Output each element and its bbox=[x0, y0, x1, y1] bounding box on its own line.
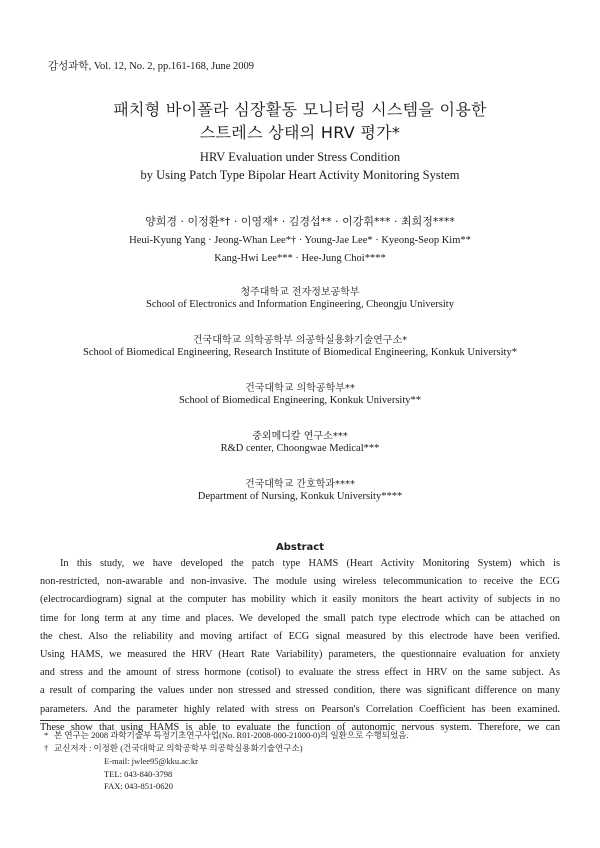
affiliation-korean: 중외메디칼 연구소*** bbox=[252, 431, 348, 442]
footnote-funding-text: 본 연구는 2008 과학기술부 특정기초연구사업(No. R01-2008-000-21000-0)의 일환으로 수행되었음. bbox=[54, 730, 409, 740]
footnote-mark: † bbox=[44, 743, 49, 753]
abstract-line: Using HAMS, we measured the HRV (Heart Rate Variability) parameters, the questionnaire evaluation for anxiety bbox=[40, 649, 560, 661]
abstract-line: time for long term at any time and places. We developed the small patch type electrode which can be attached on bbox=[40, 612, 560, 624]
affiliation-korean: 건국대학교 의학공학부** bbox=[245, 383, 355, 394]
authors-korean: 양희경 · 이정환*† · 이영재* · 김경섭** · 이강휘*** · 최희정**** bbox=[145, 215, 455, 228]
title-korean-line-2: 스트레스 상태의 HRV 평가* bbox=[199, 123, 401, 142]
affiliation-korean: 건국대학교 간호학과**** bbox=[244, 479, 356, 490]
footnote-mark: * bbox=[44, 730, 49, 740]
abstract-line: (electrocardiogram) signal at the computer has mobility which it easily monitors the heart activity of subjects in no bbox=[40, 594, 560, 606]
abstract-heading: Abstract bbox=[275, 542, 325, 553]
footnote-tel: TEL: 043-840-3798 bbox=[104, 769, 173, 779]
abstract-line: These show that using HAMS is able to evaluate the function of autonomic nervous system. Therefore, we can bbox=[40, 721, 560, 733]
footnote-divider bbox=[40, 720, 560, 721]
affiliation-english: School of Biomedical Engineering, Konkuk University** bbox=[178, 395, 422, 406]
footnote-email: E-mail: jwlee95@kku.ac.kr bbox=[104, 756, 198, 766]
journal-citation: 감성과학, Vol. 12, No. 2, pp.161-168, June 2009 bbox=[48, 61, 255, 72]
affiliation-korean: 건국대학교 의학공학부 의공학실용화기술연구소* bbox=[192, 335, 408, 346]
authors-english-line-2: Kang-Hwi Lee*** · Hee-Jung Choi**** bbox=[214, 253, 386, 264]
affiliation-english: R&D center, Choongwae Medical*** bbox=[220, 443, 380, 454]
abstract-line: the chest. Also the reliability and moving artifact of ECG signal measured by this electrode have been verified. bbox=[40, 630, 560, 642]
abstract-line: a result of comparing the values under non stressed and stressed condition, there was significant difference on many bbox=[40, 685, 560, 697]
affiliation-english: School of Biomedical Engineering, Research Institute of Biomedical Engineering, Konkuk University* bbox=[83, 347, 517, 358]
affiliation-korean: 청주대학교 전자정보공학부 bbox=[240, 287, 360, 298]
abstract-line: non-restricted, non-awarable and non-invasive. The module using wireless telecommunication to receive the ECG bbox=[40, 576, 560, 588]
title-english-line-2: by Using Patch Type Bipolar Heart Activity Monitoring System bbox=[140, 168, 460, 182]
abstract-body bbox=[40, 555, 560, 737]
footnote-corresponding bbox=[44, 742, 303, 754]
footnote-fax: FAX: 043-851-0620 bbox=[104, 781, 174, 791]
footnote-funding bbox=[44, 729, 409, 741]
affiliation-english: Department of Nursing, Konkuk University**** bbox=[197, 491, 403, 502]
abstract-line: parameters. And the parameter highly related with stress on Pearson's Correlation Coefficient has been examined. bbox=[40, 703, 560, 715]
abstract-line: In this study, we have developed the patch type HAMS (Heart Activity Monitoring System) which is bbox=[60, 558, 560, 569]
footnote-corresponding-text: 교신저자 : 이정환 (건국대학교 의학공학부 의공학실용화기술연구소) bbox=[54, 743, 303, 753]
title-korean-line-1: 패치형 바이폴라 심장활동 모니터링 시스템을 이용한 bbox=[113, 100, 487, 119]
affiliation-english: School of Electronics and Information Engineering, Cheongju University bbox=[146, 299, 454, 310]
abstract-line: and stress and the amount of stress hormone (cotisol) to evaluate the stress effect in HRV on the same subject. As bbox=[40, 667, 560, 679]
authors-english-line-1: Heui-Kyung Yang · Jeong-Whan Lee*† · Young-Jae Lee* · Kyeong-Seop Kim** bbox=[129, 235, 471, 246]
title-english-line-1: HRV Evaluation under Stress Condition bbox=[199, 150, 401, 164]
